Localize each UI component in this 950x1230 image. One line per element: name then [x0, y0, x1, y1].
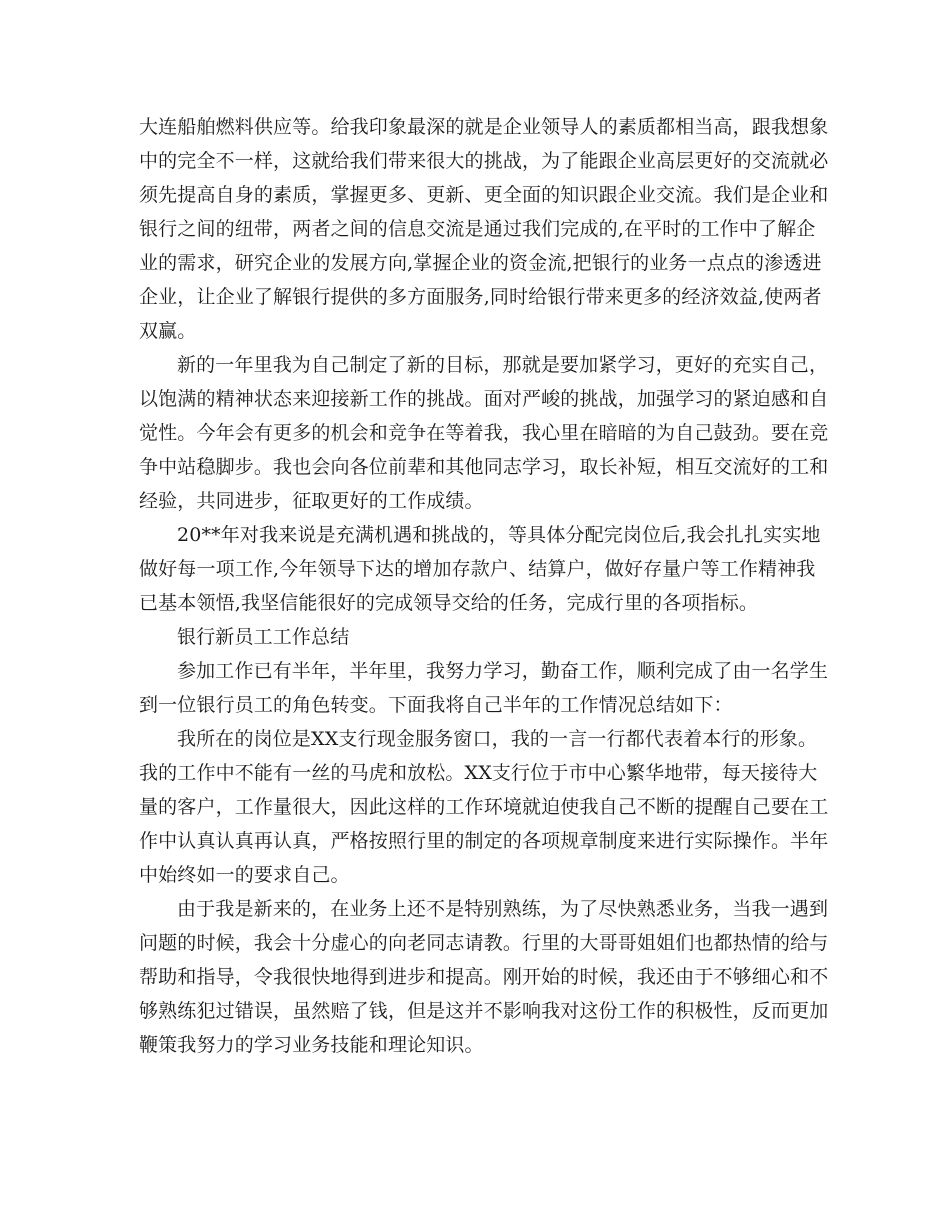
text-line: 我所在的岗位是XX支行现金服务窗口，我的一言一行都代表着本行的形象。: [177, 728, 818, 750]
text-line: 帮助和指导，令我很快地得到进步和提高。刚开始的时候，我还由于不够细心和不: [139, 966, 829, 988]
text-line: 以饱满的精神状态来迎接新工作的挑战。面对严峻的挑战，加强学习的紧迫感和自: [139, 388, 829, 410]
text-line: 双赢。: [139, 320, 197, 342]
text-line: 经验，共同进步，征取更好的工作成绩。: [139, 490, 484, 512]
text-line: 企业，让企业了解银行提供的多方面服务,同时给银行带来更多的经济效益,使两者: [139, 286, 822, 308]
text-line: 银行新员工工作总结: [177, 626, 350, 648]
text-line: 量的客户，工作量很大，因此这样的工作环境就迫使我自己不断的提醒自己要在工: [139, 796, 829, 818]
text-line: 鞭策我努力的学习业务技能和理论知识。: [139, 1034, 484, 1056]
text-line: 作中认真认真再认真，严格按照行里的制定的各项规章制度来进行实际操作。半年: [139, 830, 829, 852]
document-page: [139, 110, 829, 1062]
text-line: 由于我是新来的，在业务上还不是特别熟练，为了尽快熟悉业务，当我一遇到: [177, 898, 829, 920]
text-line: 问题的时候，我会十分虚心的向老同志请教。行里的大哥哥姐姐们也都热情的给与: [139, 932, 829, 954]
text-line: 做好每一项工作,今年领导下达的增加存款户、结算户，做好存量户等工作精神我: [139, 558, 816, 580]
text-line: 到一位银行员工的角色转变。下面我将自己半年的工作情况总结如下：: [139, 694, 733, 716]
text-line: 大连船舶燃料供应等。给我印象最深的就是企业领导人的素质都相当高，跟我想象: [139, 116, 829, 138]
text-line: 新的一年里我为自己制定了新的目标，那就是要加紧学习，更好的充实自己，: [177, 354, 829, 376]
text-line: 够熟练犯过错误，虽然赔了钱，但是这并不影响我对这份工作的积极性，反而更加: [139, 1000, 829, 1022]
text-line: 20**年对我来说是充满机遇和挑战的，等具体分配完岗位后,我会扎扎实实地: [177, 524, 821, 546]
text-line: 须先提高自身的素质，掌握更多、更新、更全面的知识跟企业交流。我们是企业和: [139, 184, 829, 206]
text-line: 业的需求，研究企业的发展方向,掌握企业的资金流,把银行的业务一点点的渗透进: [139, 252, 822, 274]
text-line: 银行之间的纽带，两者之间的信息交流是通过我们完成的,在平时的工作中了解企: [139, 218, 816, 240]
text-line: 觉性。今年会有更多的机会和竞争在等着我，我心里在暗暗的为自己鼓劲。要在竞: [139, 422, 829, 444]
text-line: 已基本领悟,我坚信能很好的完成领导交给的任务，完成行里的各项指标。: [139, 592, 758, 614]
text-line: 我的工作中不能有一丝的马虎和放松。XX支行位于市中心繁华地带，每天接待大: [139, 762, 818, 784]
text-line: 参加工作已有半年，半年里，我努力学习，勤奋工作，顺利完成了由一名学生: [177, 660, 829, 682]
text-line: 中的完全不一样，这就给我们带来很大的挑战，为了能跟企业高层更好的交流就必: [139, 150, 829, 172]
text-line: 中始终如一的要求自己。: [139, 864, 350, 886]
text-line: 争中站稳脚步。我也会向各位前辈和其他同志学习，取长补短，相互交流好的工和: [139, 456, 829, 478]
